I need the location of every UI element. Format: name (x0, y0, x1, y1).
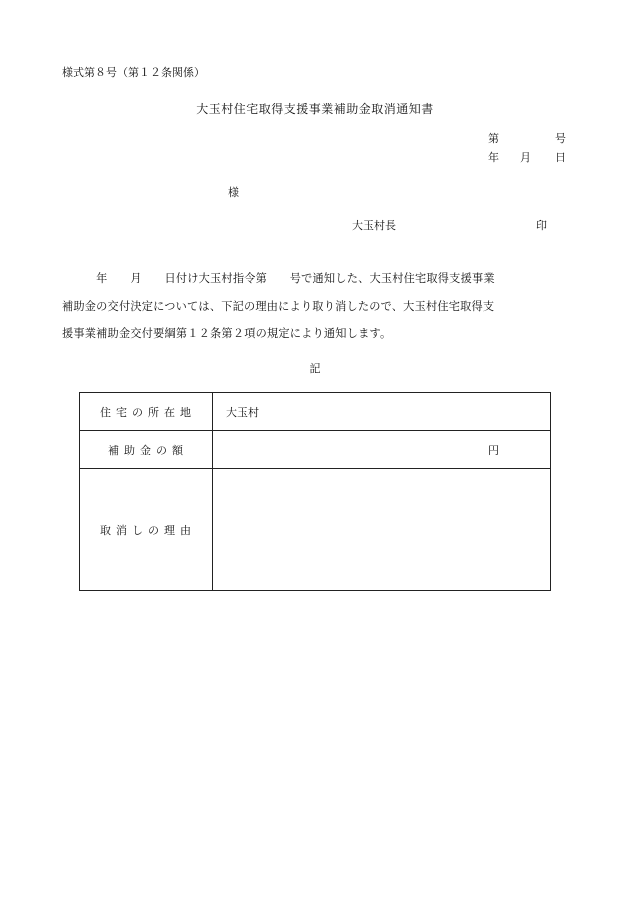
body-text-line-2: 補助金の交付決定については、下記の理由により取り消したので、大玉村住宅取得支 (62, 300, 495, 313)
amount-unit: 円 (488, 443, 499, 457)
issuer-name: 大玉村長 (352, 219, 396, 232)
notice-number-dai: 第 (488, 132, 499, 145)
addressee-honorific: 様 (228, 186, 239, 199)
column-divider (212, 393, 213, 430)
location-value: 大玉村 (226, 405, 259, 419)
date-year-label: 年 (488, 151, 499, 164)
body-text-line-1: 年 月 日付け大玉村指令第 号で通知した、大玉村住宅取得支援事業 (62, 272, 495, 285)
reason-label: 取消しの理由 (100, 523, 196, 537)
column-divider (212, 431, 213, 468)
date-day-label: 日 (555, 151, 566, 164)
table-row-amount (80, 431, 550, 469)
table-row-reason (80, 469, 550, 590)
table-row-location (80, 393, 550, 431)
notice-number-go: 号 (555, 132, 566, 145)
location-label: 住宅の所在地 (100, 405, 196, 419)
amount-label: 補助金の額 (108, 443, 188, 457)
document-title: 大玉村住宅取得支援事業補助金取消通知書 (196, 102, 434, 116)
ki-heading: 記 (309, 362, 321, 375)
details-table (79, 392, 551, 591)
body-text-line-3: 援事業補助金交付要綱第１２条第２項の規定により通知します。 (62, 327, 392, 340)
column-divider (212, 469, 213, 590)
seal-label: 印 (536, 219, 547, 232)
date-month-label: 月 (520, 151, 531, 164)
form-number: 様式第８号（第１２条関係） (62, 66, 205, 79)
